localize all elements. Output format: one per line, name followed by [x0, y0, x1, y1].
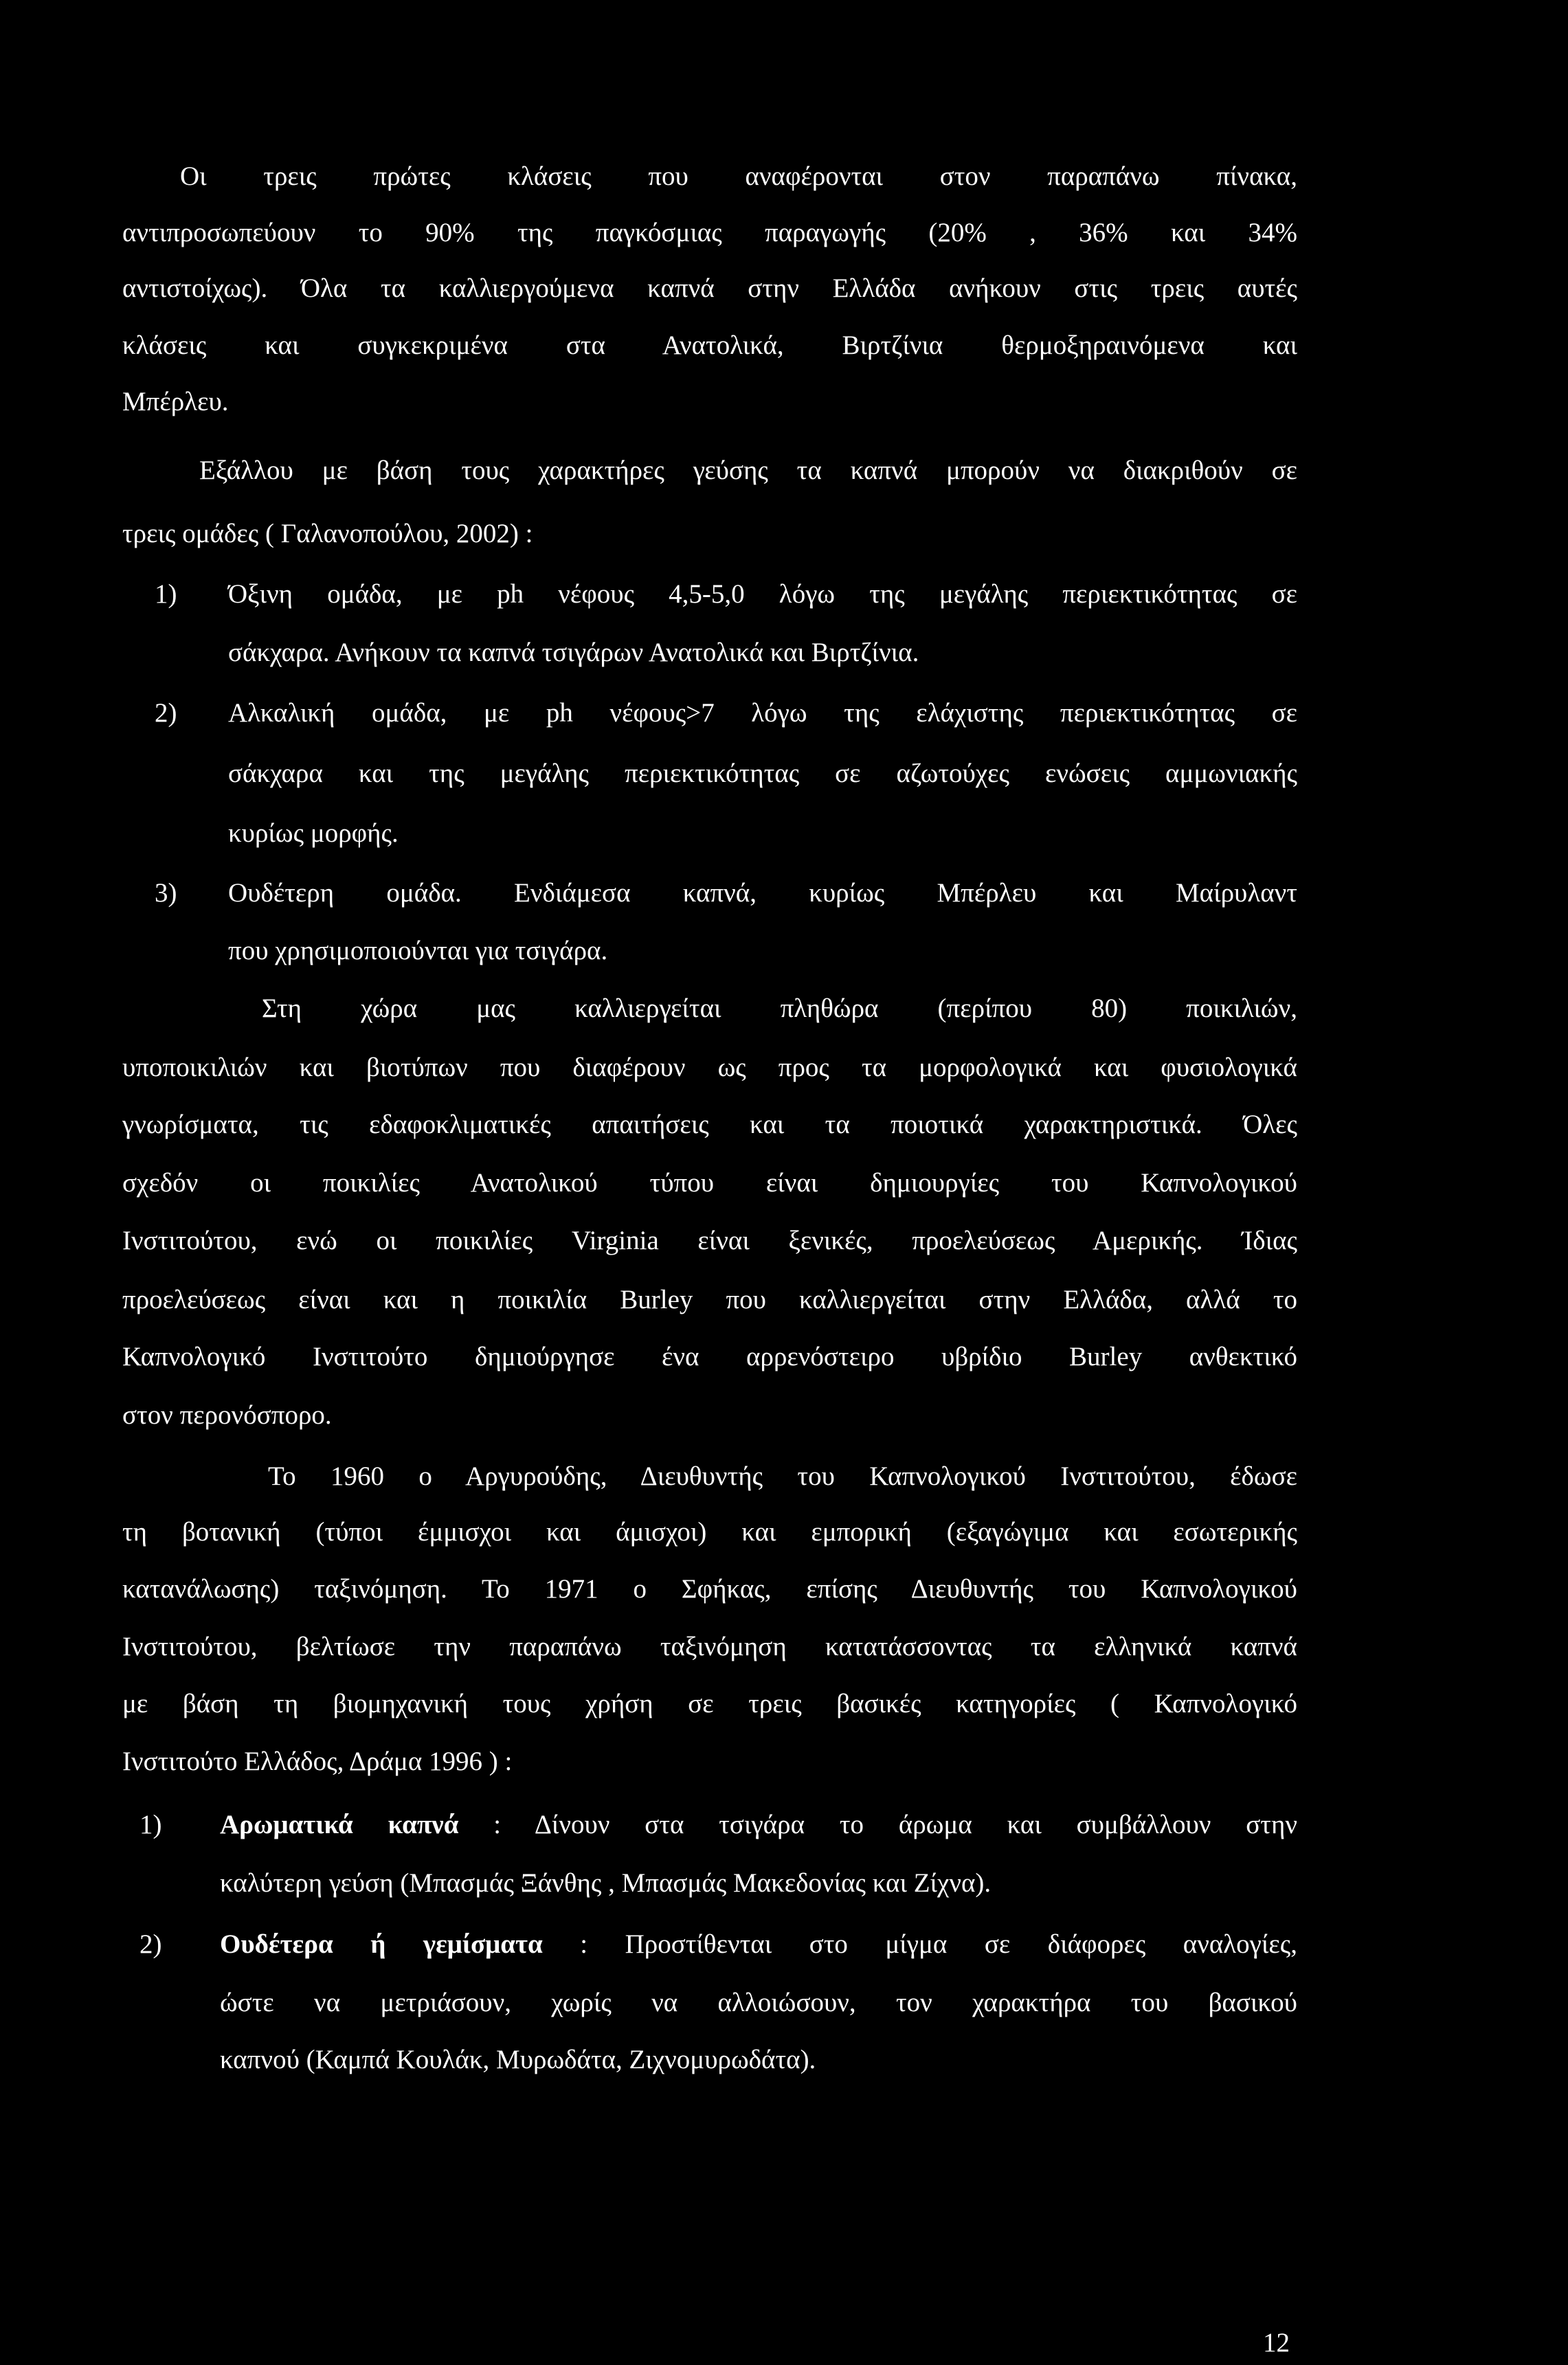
p4-line-4: Ινστιτούτου, βελτίωσε την παραπάνω ταξινόμηση κατατάσσοντας τα ελληνικά καπνά — [122, 1632, 1297, 1661]
list1-item-2-line-1: Αλκαλική ομάδα, με ph νέφους>7 λόγω της ελάχιστης περιεκτικότητας σε — [228, 698, 1297, 728]
list1-item-2-number: 2) — [155, 698, 177, 728]
p4-line-3: κατανάλωσης) ταξινόμηση. Το 1971 ο Σφήκας, επίσης Διευθυντής του Καπνολογικού — [122, 1574, 1297, 1604]
p2-line-2: τρεις ομάδες ( Γαλανοπούλου, 2002) : — [122, 519, 533, 548]
list1-item-1-number: 1) — [155, 579, 177, 609]
list2-item-1-line-2: καλύτερη γεύση (Μπασμάς Ξάνθης , Μπασμάς Μακεδονίας και Ζίχνα). — [220, 1868, 992, 1898]
p1-line-1: Οι τρεις πρώτες κλάσεις που αναφέρονται στον παραπάνω πίνακα, — [180, 161, 1297, 191]
list1-item-1-line-2: σάκχαρα. Ανήκουν τα καπνά τσιγάρων Ανατολικά και Βιρτζίνια. — [228, 638, 919, 667]
list2-item-2-line-1 — [220, 1931, 1297, 1958]
list2-item-1-term: Αρωματικά καπνά — [220, 1810, 459, 1839]
p1-line-3: αντιστοίχως). Όλα τα καλλιεργούμενα καπνά στην Ελλάδα ανήκουν στις τρεις αυτές — [122, 273, 1297, 303]
list2-item-2-term: Ουδέτερα ή γεμίσματα — [220, 1929, 543, 1959]
p4-line-5: με βάση τη βιομηχανική τους χρήση σε τρεις βασικές κατηγορίες ( Καπνολογικό — [122, 1689, 1297, 1718]
list2-item-2-description: : Προστίθενται στο μίγμα σε διάφορες αναλογίες, — [542, 1929, 1297, 1959]
p1-line-2: αντιπροσωπεύουν το 90% της παγκόσμιας παραγωγής (20% , 36% και 34% — [122, 218, 1297, 247]
list2-item-2-number: 2) — [139, 1929, 162, 1959]
p3-line-2: υποποικιλιών και βιοτύπων που διαφέρουν ως προς τα μορφολογικά και φυσιολογικά — [122, 1053, 1297, 1082]
p3-line-8: στον περονόσπορο. — [122, 1400, 332, 1430]
p1-line-4: κλάσεις και συγκεκριμένα στα Ανατολικά, Βιρτζίνια θερμοξηραινόμενα και — [122, 330, 1297, 360]
list1-item-3-line-2: που χρησιμοποιούνται για τσιγάρα. — [228, 936, 608, 965]
list1-item-2-line-2: σάκχαρα και της μεγάλης περιεκτικότητας σε αζωτούχες ενώσεις αμμωνιακής — [228, 759, 1297, 788]
list2-item-2-line-3: καπνού (Καμπά Κουλάκ, Μυρωδάτα, Ζιχνομυρωδάτα). — [220, 2045, 816, 2074]
p3-line-3: γνωρίσματα, τις εδαφοκλιματικές απαιτήσεις και τα ποιοτικά χαρακτηριστικά. Όλες — [122, 1110, 1297, 1139]
list1-item-1-line-1: Όξινη ομάδα, με ph νέφους 4,5-5,0 λόγω της μεγάλης περιεκτικότητας σε — [228, 579, 1297, 609]
p4-line-6: Ινστιτούτο Ελλάδος, Δράμα 1996 ) : — [122, 1747, 513, 1776]
list2-item-1-number: 1) — [139, 1810, 162, 1839]
p1-line-5: Μπέρλευ. — [122, 387, 229, 416]
p4-line-1: Το 1960 ο Αργυρούδης, Διευθυντής του Καπνολογικού Ινστιτούτου, έδωσε — [268, 1461, 1297, 1491]
p3-line-4: σχεδόν οι ποικιλίες Ανατολικού τύπου είναι δημιουργίες του Καπνολογικού — [122, 1168, 1297, 1198]
p4-line-2: τη βοτανική (τύποι έμμισχοι και άμισχοι) και εμπορική (εξαγώγιμα και εσωτερικής — [122, 1517, 1297, 1547]
p3-line-6: προελεύσεως είναι και η ποικιλία Burley που καλλιεργείται στην Ελλάδα, αλλά το — [122, 1285, 1297, 1314]
p3-line-5: Ινστιτούτου, ενώ οι ποικιλίες Virginia είναι ξενικές, προελεύσεως Αμερικής. Ίδιας — [122, 1226, 1297, 1255]
list1-item-2-line-3: κυρίως μορφής. — [228, 818, 399, 848]
list2-item-1-description: : Δίνουν στα τσιγάρα το άρωμα και συμβάλλουν στην — [458, 1810, 1297, 1839]
p3-line-7: Καπνολογικό Ινστιτούτο δημιούργησε ένα αρρενόστειρο υβρίδιο Burley ανθεκτικό — [122, 1342, 1297, 1371]
p3-line-1: Στη χώρα μας καλλιεργείται πληθώρα (περίπου 80) ποικιλιών, — [262, 994, 1297, 1023]
page-number: 12 — [1263, 2328, 1290, 2357]
p2-line-1: Εξάλλου με βάση τους χαρακτήρες γεύσης τα καπνά μπορούν να διακριθούν σε — [199, 456, 1297, 485]
list1-item-3-number: 3) — [155, 878, 177, 908]
list2-item-1-line-1 — [220, 1811, 1297, 1838]
list1-item-3-line-1: Ουδέτερη ομάδα. Ενδιάμεσα καπνά, κυρίως Μπέρλευ και Μαίρυλαντ — [228, 878, 1297, 908]
list2-item-2-line-2: ώστε να μετριάσουν, χωρίς να αλλοιώσουν, τον χαρακτήρα του βασικού — [220, 1988, 1297, 2017]
